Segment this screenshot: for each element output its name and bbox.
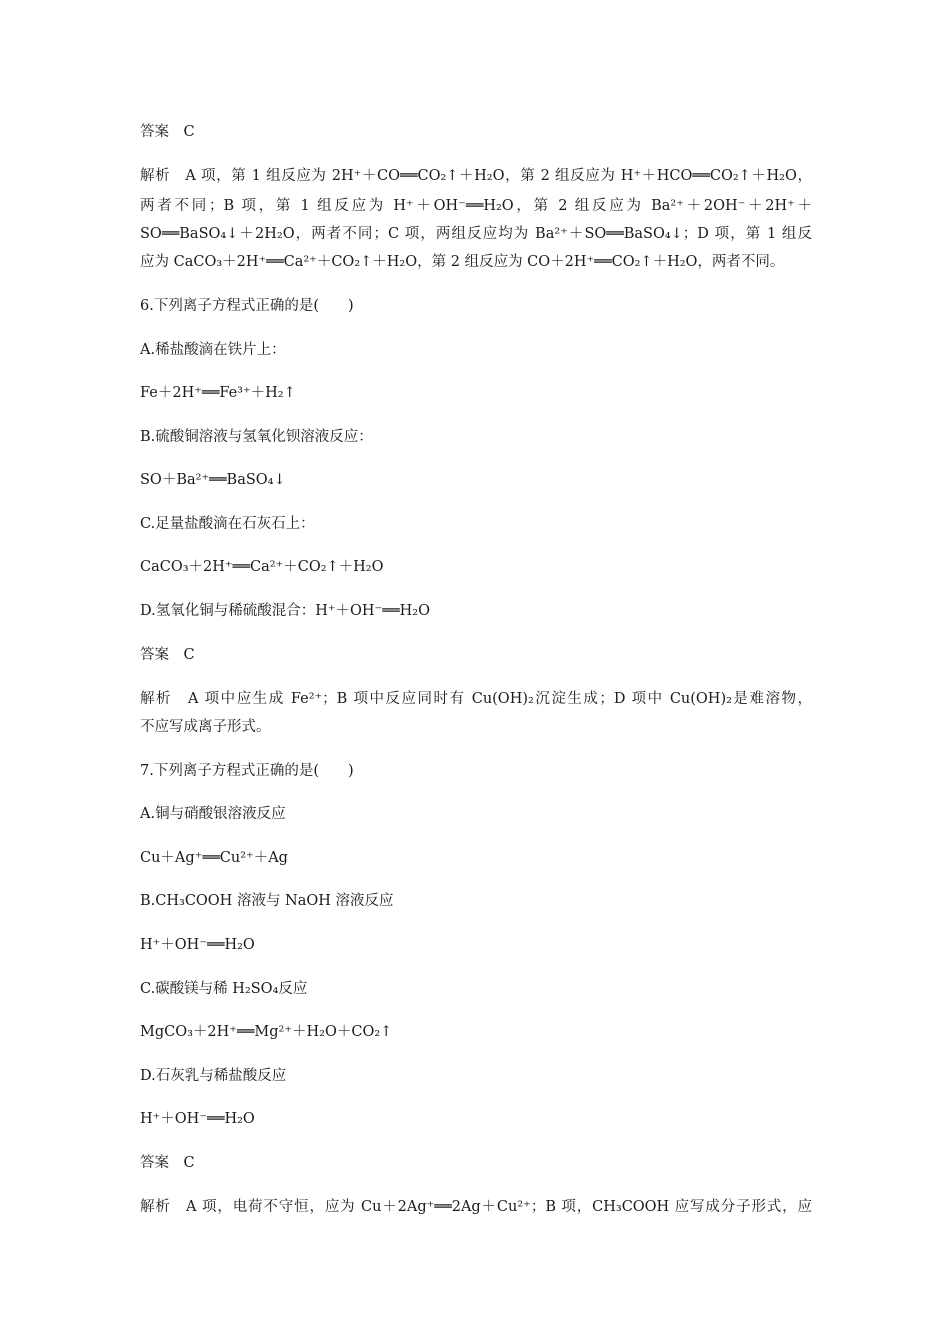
question-6-stem: 6.下列离子方程式正确的是( ) bbox=[140, 298, 354, 314]
q7-option-d: D.石灰乳与稀盐酸反应 bbox=[140, 1068, 287, 1084]
analysis-q5-line-2: 两者不同；B 项，第 1 组反应为 H⁺＋OH⁻══H₂O，第 2 组反应为 Ba²⁺＋2OH⁻＋2H⁺＋ bbox=[140, 198, 812, 214]
q7-option-c: C.碳酸镁与稀 H₂SO₄反应 bbox=[140, 981, 308, 997]
q7-option-d-equation: H⁺＋OH⁻══H₂O bbox=[140, 1111, 255, 1127]
analysis-q5-line-4: 应为 CaCO₃＋2H⁺══Ca²⁺＋CO₂↑＋H₂O，第 2 组反应为 CO＋2H⁺══CO₂↑＋H₂O，两者不同。 bbox=[140, 254, 785, 270]
q7-option-b: B.CH₃COOH 溶液与 NaOH 溶液反应 bbox=[140, 893, 394, 909]
answer-q7: 答案 C bbox=[140, 1155, 195, 1171]
q6-option-c: C.足量盐酸滴在石灰石上： bbox=[140, 516, 315, 532]
q6-option-b: B.硫酸铜溶液与氢氧化钡溶液反应： bbox=[140, 429, 373, 445]
question-7-stem: 7.下列离子方程式正确的是( ) bbox=[140, 763, 354, 779]
q7-option-b-equation: H⁺＋OH⁻══H₂O bbox=[140, 937, 255, 953]
answer-q5: 答案 C bbox=[140, 124, 195, 140]
q6-option-a: A.稀盐酸滴在铁片上： bbox=[140, 342, 286, 358]
analysis-q5-line-1: 解析 A 项，第 1 组反应为 2H⁺＋CO══CO₂↑＋H₂O，第 2 组反应为 H⁺＋HCO══CO₂↑＋H₂O， bbox=[140, 168, 812, 184]
analysis-q6-line-2: 不应写成离子形式。 bbox=[140, 719, 271, 735]
analysis-q7-line-1: 解析 A 项，电荷不守恒，应为 Cu＋2Ag⁺══2Ag＋Cu²⁺；B 项，CH₃COOH 应写成分子形式，应 bbox=[140, 1199, 812, 1215]
q6-option-a-equation: Fe＋2H⁺══Fe³⁺＋H₂↑ bbox=[140, 385, 296, 401]
q6-option-c-equation: CaCO₃＋2H⁺══Ca²⁺＋CO₂↑＋H₂O bbox=[140, 559, 384, 575]
q6-option-b-equation: SO＋Ba²⁺══BaSO₄↓ bbox=[140, 472, 286, 488]
q6-option-d: D.氢氧化铜与稀硫酸混合：H⁺＋OH⁻══H₂O bbox=[140, 603, 431, 619]
q7-option-c-equation: MgCO₃＋2H⁺══Mg²⁺＋H₂O＋CO₂↑ bbox=[140, 1024, 393, 1040]
answer-q6: 答案 C bbox=[140, 647, 195, 663]
q7-option-a-equation: Cu＋Ag⁺══Cu²⁺＋Ag bbox=[140, 850, 288, 866]
analysis-q6-line-1: 解析 A 项中应生成 Fe²⁺；B 项中反应同时有 Cu(OH)₂沉淀生成；D 项中 Cu(OH)₂是难溶物， bbox=[140, 691, 812, 707]
analysis-q5-line-3: SO══BaSO₄↓＋2H₂O，两者不同；C 项，两组反应均为 Ba²⁺＋SO══BaSO₄↓；D 项，第 1 组反 bbox=[140, 226, 812, 242]
q7-option-a: A.铜与硝酸银溶液反应 bbox=[140, 806, 286, 822]
